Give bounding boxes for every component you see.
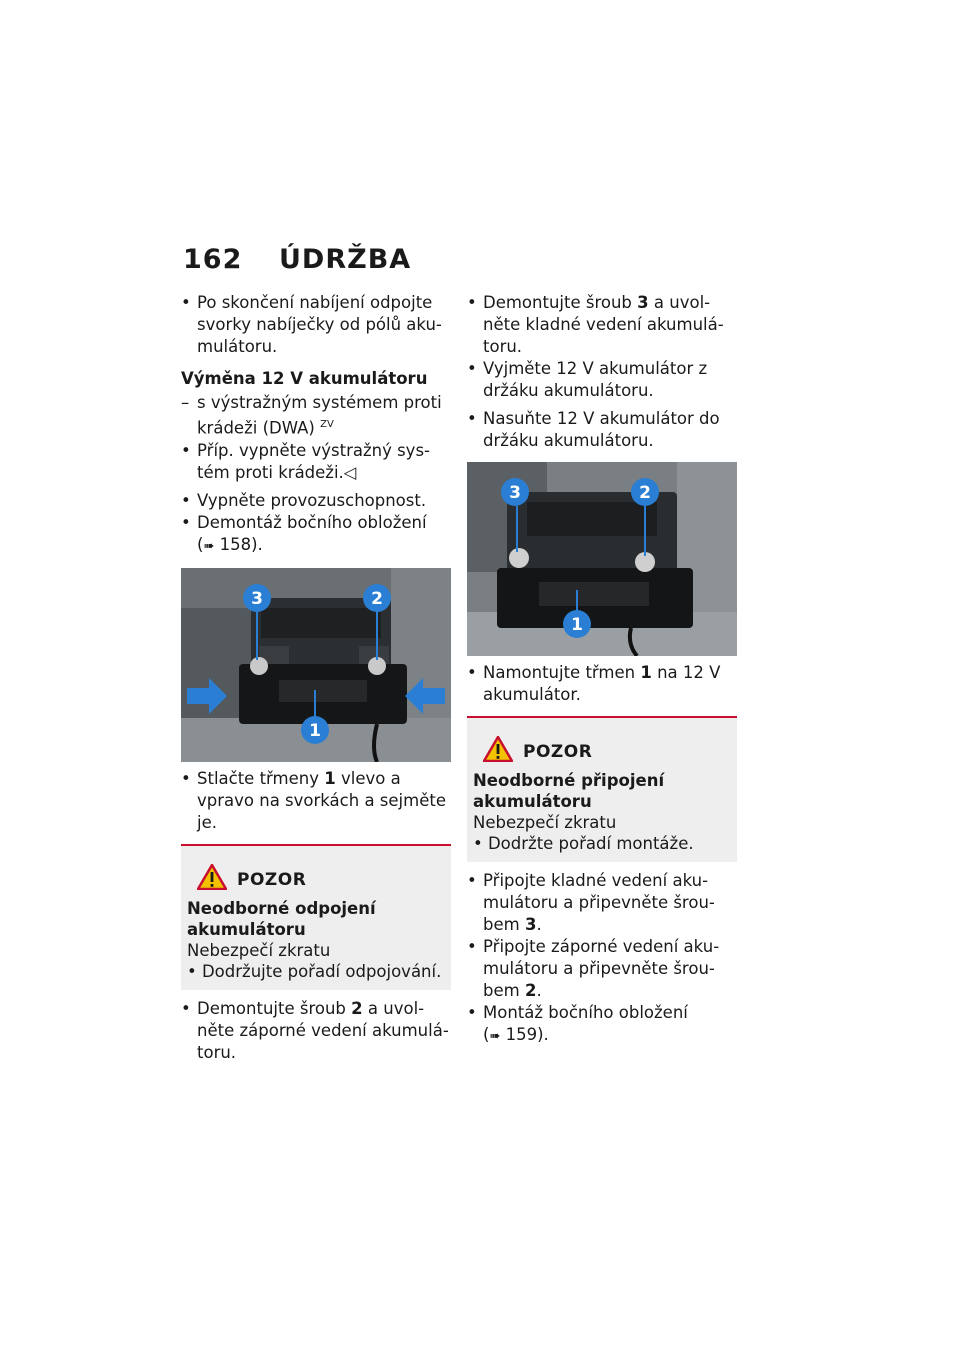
warning-label: POZOR <box>237 869 307 890</box>
callout-3: 3 <box>509 483 521 503</box>
warning-action: • Dodržujte pořadí odpojování. <box>187 961 442 981</box>
callout-2: 2 <box>371 588 383 609</box>
page-number: 162 <box>183 244 243 275</box>
callout-3: 3 <box>251 588 263 609</box>
step-disconnect-charger: • Po skončení nabíjení odpojte svorky nabíječky od pólů akumulátoru. <box>181 292 451 358</box>
warning-title: Neodborné odpojení akumulátoru <box>187 898 376 939</box>
page-reference[interactable]: 159 <box>505 1025 538 1044</box>
callout-2: 2 <box>639 483 651 503</box>
step-disable-alarm: • Příp. vypněte výstražný systém proti krádeži.◁ <box>181 440 451 484</box>
callout-1: 1 <box>309 720 321 741</box>
section-title: Výměna 12 V akumulátoru <box>181 369 428 388</box>
left-column <box>181 292 451 1070</box>
reference-arrow-icon[interactable]: ➠ <box>203 538 215 554</box>
step-install-side-cover: • Montáž bočního obložení (➠ 159). <box>467 1002 737 1048</box>
step-press-clips: • Stlačte třmeny 1 vlevo a vpravo na svorkách a sejměte je. <box>181 768 451 834</box>
step-remove-positive: • Demontujte šroub 3 a uvolněte kladné vedení akumulátoru. <box>467 292 737 358</box>
warning-hazard: Nebezpečí zkratu <box>473 813 617 832</box>
step-mount-clip: • Namontujte třmen 1 na 12 V akumulátor. <box>467 662 737 706</box>
step-connect-negative: • Připojte záporné vedení akumulátoru a připevněte šroubem 2. <box>467 936 737 1002</box>
step-connect-positive: • Připojte kladné vedení akumulátoru a připevněte šroubem 3. <box>467 870 737 936</box>
step-insert-battery: • Nasuňte 12 V akumulátor do držáku akumulátoru. <box>467 408 737 452</box>
callout-1: 1 <box>571 615 583 635</box>
battery-removal-illustration <box>181 568 451 762</box>
warning-box-disconnect <box>181 844 451 990</box>
page-reference[interactable]: 158 <box>219 534 252 554</box>
chapter-title: ÚDRŽBA <box>279 244 412 275</box>
warning-triangle-icon <box>483 736 513 762</box>
warning-action: • Dodržte pořadí montáže. <box>473 834 694 853</box>
step-ignition-off: • Vypněte provozuschopnost. <box>181 490 451 512</box>
right-column <box>467 292 737 1054</box>
step-remove-side-cover: • Demontáž bočního obložení (➠ 158). <box>181 512 451 558</box>
reference-arrow-icon[interactable]: ➠ <box>489 1029 501 1044</box>
condition-alarm-system: – s výstražným systémem proti krádeži (DWA) $^{ZV}$ <box>181 392 451 440</box>
battery-figure-installed <box>467 462 737 656</box>
warning-hazard: Nebezpečí zkratu <box>187 940 331 960</box>
warning-triangle-icon <box>197 864 227 890</box>
warning-box-connect <box>467 716 737 862</box>
step-remove-negative: • Demontujte šroub 2 a uvolněte záporné vedení akumulátoru. <box>181 998 451 1064</box>
battery-figure-removal <box>181 568 451 762</box>
battery-installed-illustration <box>467 462 737 656</box>
warning-title: Neodborné připojení akumulátoru <box>473 771 665 811</box>
warning-label: POZOR <box>523 742 593 762</box>
step-take-out-battery: • Vyjměte 12 V akumulátor z držáku akumulátoru. <box>467 358 737 402</box>
option-code: ZV <box>320 419 334 430</box>
